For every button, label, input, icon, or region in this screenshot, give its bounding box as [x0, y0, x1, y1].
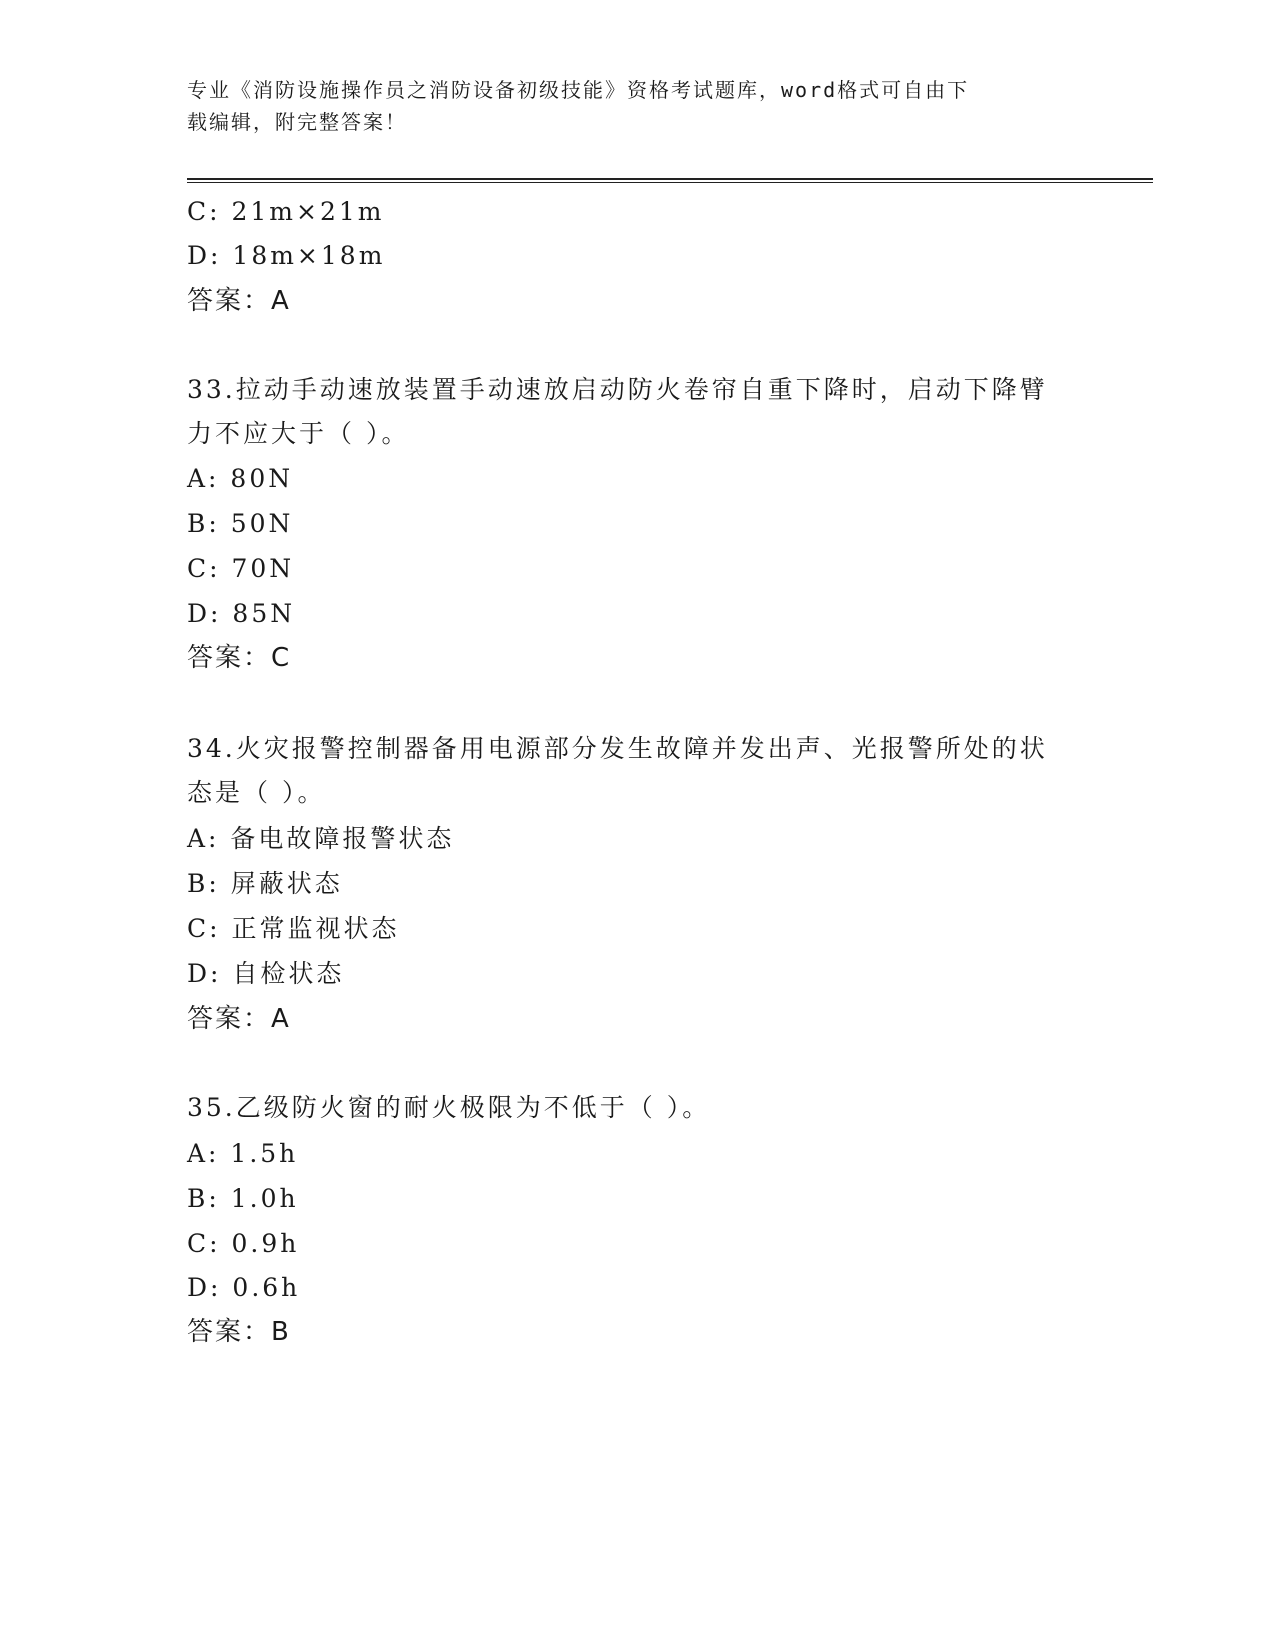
- q34-stem-line-1: 34.火灾报警控制器备用电源部分发生故障并发出声、光报警所处的状: [187, 734, 1048, 763]
- q34-option-a: A: 备电故障报警状态: [187, 824, 455, 853]
- q33-stem-line-1: 33.拉动手动速放装置手动速放启动防火卷帘自重下降时，启动下降臂: [187, 375, 1048, 404]
- q33-option-b: B: 50N: [187, 509, 294, 538]
- header-line-2: 载编辑，附完整答案！: [187, 110, 407, 134]
- q33-stem-line-2: 力不应大于（ ）。: [187, 419, 410, 448]
- q33-option-c: C: 70N: [187, 554, 295, 583]
- prev-option-c: C: 21m×21m: [187, 197, 385, 226]
- q35-answer: 答案：B: [187, 1317, 291, 1347]
- q33-answer: 答案：C: [187, 643, 292, 673]
- document-header: [187, 74, 1067, 138]
- q34-stem-line-2: 态是（ ）。: [187, 778, 326, 807]
- header-line-1: 专业《消防设施操作员之消防设备初级技能》资格考试题库，word格式可自由下: [187, 78, 970, 102]
- prev-answer: 答案：A: [187, 286, 291, 316]
- q33-option-a: A: 80N: [187, 464, 294, 493]
- header-divider-thin: [187, 182, 1153, 183]
- q35-option-b: B: 1.0h: [187, 1184, 299, 1213]
- q35-option-d: D: 0.6h: [187, 1273, 301, 1302]
- q33-option-d: D: 85N: [187, 599, 296, 628]
- q35-option-c: C: 0.9h: [187, 1229, 300, 1258]
- header-divider-thick: [187, 178, 1153, 180]
- q34-option-c: C: 正常监视状态: [187, 914, 400, 943]
- q34-answer: 答案：A: [187, 1004, 291, 1034]
- q35-stem-line-1: 35.乙级防火窗的耐火极限为不低于（ ）。: [187, 1093, 711, 1122]
- q34-option-d: D: 自检状态: [187, 959, 345, 988]
- q34-option-b: B: 屏蔽状态: [187, 869, 343, 898]
- prev-option-d: D: 18m×18m: [187, 241, 386, 270]
- q35-option-a: A: 1.5h: [187, 1139, 299, 1168]
